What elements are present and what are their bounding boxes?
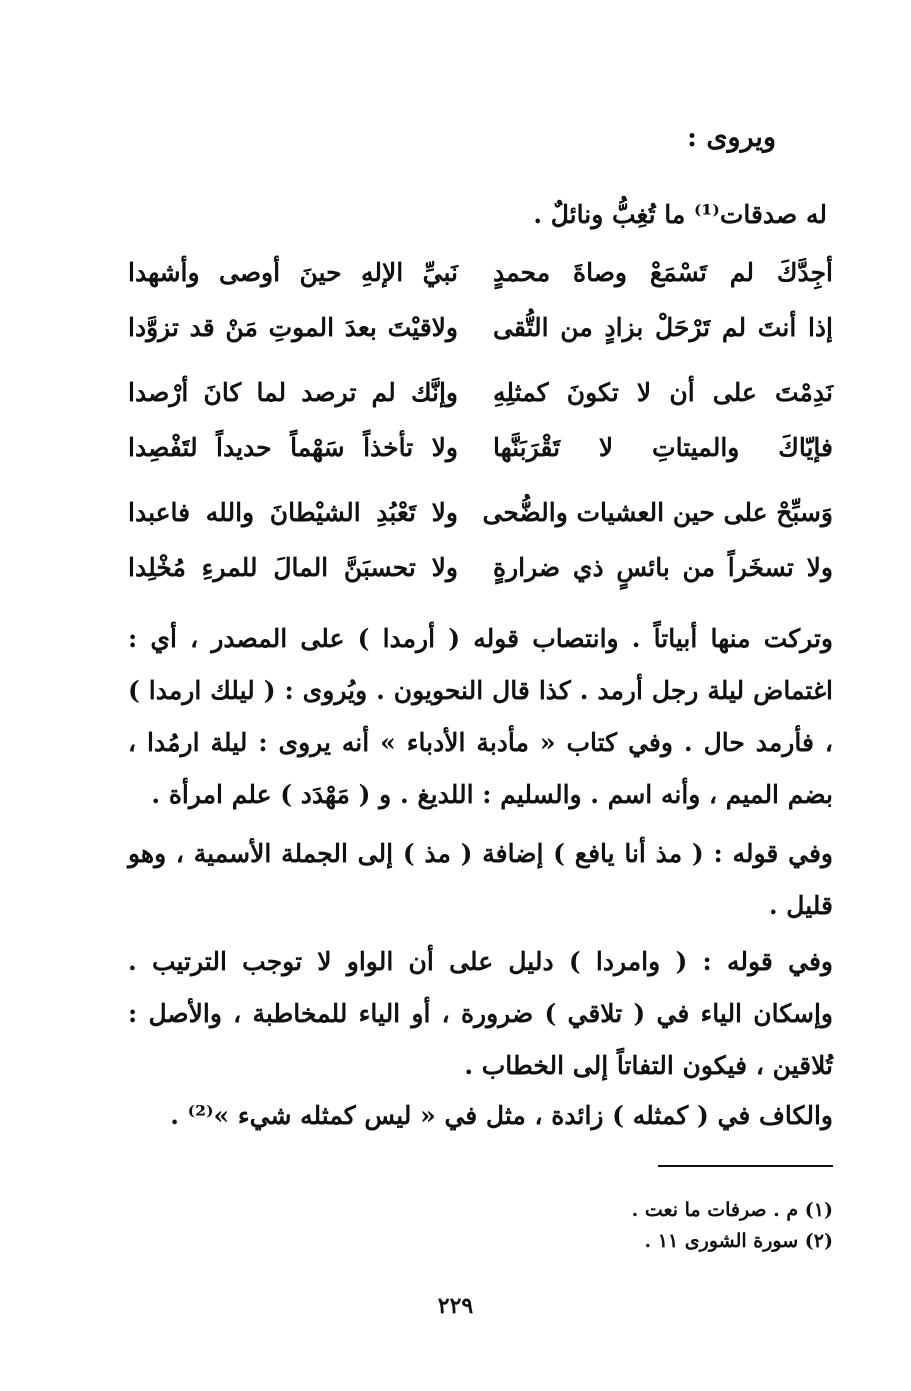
verse-hemistich-second: ولا تحسبَنَّ المالَ للمرءِ مُخْلِدا — [128, 553, 458, 582]
commentary-paragraph: وتركت منها أبياتاً . وانتصاب قوله ( أرمدا ) على المصدر ، أي : اغتماض ليلة رجل أرمد . كذا قال النحويون . ويُروى : ( ليلك ارمدا ) ، فأرمد حال . وفي كتاب « مأدبة الأدباء » أنه يروى : ليلة ارمُدا ، بضم الميم ، وأنه اسم . والسليم : اللديغ . و ( مَهْدَد ) علم امرأة . — [128, 624, 833, 809]
verse-line — [128, 498, 833, 553]
verse-line — [128, 313, 833, 368]
verse-line — [128, 378, 833, 433]
verse-hemistich-first: فإيّاكَ والميتاتِ لا تَقْرَبَنَّها — [493, 433, 833, 462]
verse-hemistich-first: نَدِمْتَ على أن لا تكونَ كمثلِهِ — [493, 378, 833, 407]
verse-line — [128, 553, 833, 608]
verse-hemistich-second: ولا تَعْبُدِ الشيْطانَ والله فاعبدا — [128, 498, 458, 527]
commentary-paragraph: وفي قوله : ( مذ أنا يافع ) إضافة ( مذ ) إلى الجملة الأسمية ، وهو قليل . — [128, 839, 833, 920]
footnotes — [433, 1195, 833, 1257]
verse-hemistich-second: ولا تأخذاً سَهْماً حديداً لتَفْصِدا — [128, 433, 458, 462]
verse-hemistich-first: إذا أنتَ لم تَرْحَلْ بزادٍ من التُّقى — [493, 313, 833, 342]
poem-verses — [128, 258, 833, 608]
verse-hemistich-second: نَبيِّ الإلهِ حينَ أوصى وأشهدا — [128, 258, 458, 287]
verse-line — [128, 433, 833, 488]
lead-verse-line: له صدقات⁽¹⁾ ما تُغِبُّ ونائلٌ . — [533, 200, 827, 229]
verse-hemistich-first: ولا تسخَراً من بائسٍ ذي ضرارةٍ — [493, 553, 833, 582]
intro-heading: ويروى : — [687, 122, 776, 153]
footnote-divider — [658, 1165, 833, 1167]
commentary-paragraph: والكاف في ( كمثله ) زائدة ، مثل في « ليس كمثله شيء »⁽²⁾ . — [170, 1101, 833, 1130]
footnote-item: (١) م . صرفات ما نعت . — [631, 1199, 833, 1221]
verse-hemistich-first: وَسبِّحْ على حين العشيات والضُّحى — [482, 498, 833, 527]
verse-hemistich-second: ولاقيْتَ بعدَ الموتِ مَنْ قد تزوَّدا — [128, 313, 458, 342]
verse-hemistich-second: وإنَّك لم ترصد لما كانَ أرْصدا — [128, 378, 458, 407]
footnote-item: (٢) سورة الشورى ١١ . — [644, 1230, 833, 1252]
verse-hemistich-first: أجِدَّكَ لم تَسْمَعْ وصاةَ محمدٍ — [493, 258, 833, 287]
verse-line — [128, 258, 833, 313]
commentary-paragraph: وفي قوله : ( وامردا ) دليل على أن الواو لا توجب الترتيب . وإسكان الياء في ( تلاقي ) ضرورة ، أو الياء للمخاطبة ، والأصل : تُلاقين ، فيكون التفاتاً إلى الخطاب . — [128, 947, 833, 1080]
page-number: ٢٢٩ — [437, 1293, 474, 1319]
